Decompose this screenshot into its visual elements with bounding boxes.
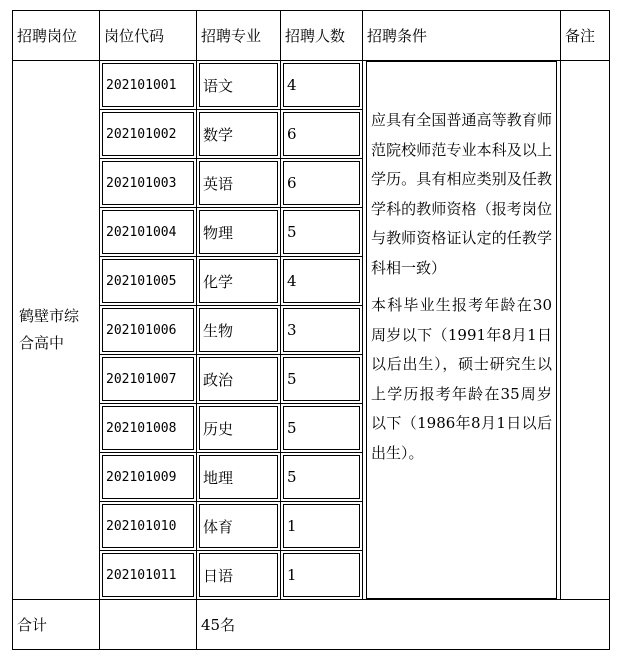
count: 4 [283, 63, 360, 107]
conditions-age: 本科毕业生报考年龄在30周岁以下（1991年8月1日以后出生），硕士研究生以上学历报考年龄在35周岁以下（1986年8月1日以后出生）。 [371, 296, 552, 462]
header-post: 招聘岗位 [13, 11, 100, 61]
count: 5 [283, 406, 360, 450]
count: 4 [283, 259, 360, 303]
major: 化学 [199, 259, 278, 303]
total-row [13, 600, 610, 650]
position-code: 202101002 [102, 112, 194, 156]
conditions-education: 应具有全国普通高等教育师范院校师范专业本科及以上学历。具有相应类别及任教学科的教师资格（报考岗位与教师资格证认定的任教学科相一致） [371, 111, 552, 277]
header-code: 岗位代码 [100, 11, 197, 61]
header-major: 招聘专业 [197, 11, 281, 61]
recruitment-table [12, 10, 610, 650]
header-count: 招聘人数 [281, 11, 363, 61]
header-conditions: 招聘条件 [363, 11, 561, 61]
count: 1 [283, 504, 360, 548]
major: 语文 [199, 63, 278, 107]
position-code: 202101001 [102, 63, 194, 107]
position-code: 202101004 [102, 210, 194, 254]
major: 日语 [199, 553, 278, 597]
major: 英语 [199, 161, 278, 205]
position-code: 202101007 [102, 357, 194, 401]
count: 6 [283, 161, 360, 205]
count: 5 [283, 455, 360, 499]
header-row [13, 11, 610, 61]
total-code [100, 600, 197, 650]
position-code: 202101008 [102, 406, 194, 450]
header-remarks: 备注 [561, 11, 610, 61]
major: 政治 [199, 357, 278, 401]
count: 1 [283, 553, 360, 597]
position-code: 202101011 [102, 553, 194, 597]
count: 3 [283, 308, 360, 352]
count: 5 [283, 210, 360, 254]
position-code: 202101009 [102, 455, 194, 499]
major: 数学 [199, 112, 278, 156]
position-code: 202101010 [102, 504, 194, 548]
conditions-cell [363, 61, 561, 600]
major: 地理 [199, 455, 278, 499]
position-code: 202101003 [102, 161, 194, 205]
remarks-cell [561, 61, 610, 600]
count: 5 [283, 357, 360, 401]
major: 物理 [199, 210, 278, 254]
major: 生物 [199, 308, 278, 352]
total-value: 45名 [197, 600, 610, 650]
table-row [13, 61, 610, 110]
post-name: 鹤壁市综合高中 [19, 307, 80, 352]
post-name-cell [13, 61, 100, 600]
position-code: 202101005 [102, 259, 194, 303]
major: 历史 [199, 406, 278, 450]
position-code: 202101006 [102, 308, 194, 352]
conditions-box [366, 61, 557, 599]
count: 6 [283, 112, 360, 156]
major: 体育 [199, 504, 278, 548]
total-label: 合计 [13, 600, 100, 650]
